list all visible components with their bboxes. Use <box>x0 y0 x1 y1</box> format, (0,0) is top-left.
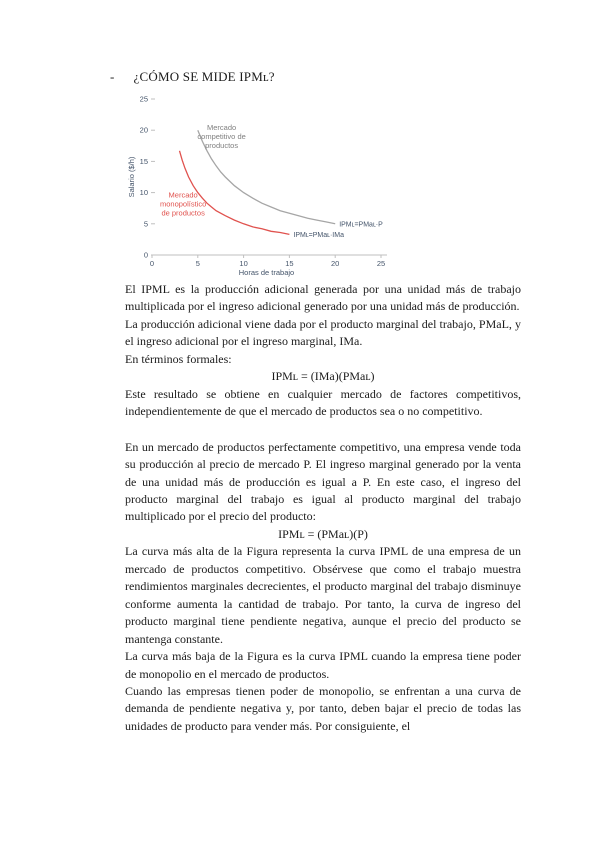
paragraph: La producción adicional viene dada por el producto marginal del trabajo, PMaL, y el ingreso adicional por el ingreso marginal, IMa. <box>125 316 521 349</box>
chart-canvas <box>126 90 402 278</box>
section-heading <box>110 69 275 85</box>
y-tick-label: 25 <box>139 94 148 104</box>
x-tick-label: 15 <box>285 259 294 268</box>
formula-line: IPMʟ = (PMaʟ)(P) <box>278 526 368 541</box>
paragraph: La curva más alta de la Figura representa la curva IPML de una empresa de un mercado de productos competitivo. Obsérvese que como el trabajo muestra rendimientos marginales decrecientes, el producto marginal del trabajo disminuye conforme aumenta la cantidad de trabajo. Por tanto, la curva de ingreso del producto marginal tiene pendiente negativa, aunque el precio del producto se mantenga constante. <box>125 544 521 646</box>
x-tick-label: 25 <box>376 259 386 268</box>
x-tick-label: 5 <box>195 259 200 268</box>
y-tick-label: 10 <box>139 188 148 198</box>
paragraph: Cuando las empresas tienen poder de monopolio, se enfrentan a una curva de demanda de pendiente negativa y, por tanto, deben bajar el precio de todas las unidades de producto para vender más. Por consiguiente, el <box>125 683 521 733</box>
y-tick-label: 20 <box>139 125 148 135</box>
paragraph: El IPML es la producción adicional generada por una unidad más de trabajo multiplicada por el ingreso adicional generado por una unidad más de producción. <box>125 282 521 314</box>
x-axis-title: Horas de trabajo <box>238 268 295 277</box>
y-tick-label: 15 <box>139 156 148 166</box>
series-end-label: IPMʟ=PMaʟ·IMa <box>293 231 344 239</box>
paragraph-spacer <box>125 421 521 439</box>
paragraph: En términos formales: <box>125 351 232 366</box>
y-tick-label: 0 <box>143 250 148 260</box>
figure-ipml-chart <box>126 90 402 278</box>
x-tick-label: 0 <box>149 259 155 268</box>
x-tick-label: 10 <box>239 259 248 268</box>
y-axis-title: Salario ($/h) <box>127 156 136 198</box>
paragraph: En un mercado de productos perfectamente competitivo, una empresa vende toda su producción al precio de mercado P. El ingreso marginal generado por la venta de una unidad más de producción es igual a P. En este caso, el ingreso del producto marginal del trabajo es igual al producto marginal del trabajo multiplicado por el precio del producto: <box>125 439 521 524</box>
y-tick-label: 5 <box>143 219 148 229</box>
formula-line: IPMʟ = (IMa)(PMaʟ) <box>271 369 375 384</box>
heading-title: ¿CÓMO SE MIDE IPMʟ? <box>133 69 275 84</box>
series-annotation: Mercado monopolístico de productos <box>160 190 207 218</box>
paragraph: La curva más baja de la Figura es la curva IPML cuando la empresa tiene poder de monopolio en el mercado de productos. <box>125 649 521 681</box>
paragraph: Este resultado se obtiene en cualquier mercado de factores competitivos, independientemente de que el mercado de productos sea o no competitivo. <box>125 386 521 419</box>
series-annotation: Mercado competitivo de productos <box>197 122 246 150</box>
body-text <box>125 281 521 735</box>
series-end-label: IPMʟ=PMaʟ·P <box>339 221 383 229</box>
heading-bullet: - <box>110 69 115 84</box>
x-tick-label: 20 <box>331 259 340 268</box>
